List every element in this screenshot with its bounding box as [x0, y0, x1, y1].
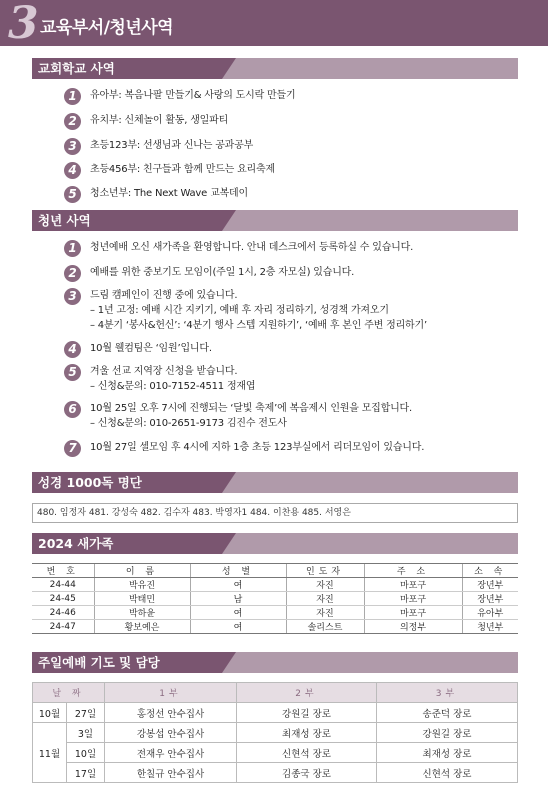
number-badge: 4 — [64, 341, 81, 358]
table-row — [33, 723, 518, 743]
service-1-cell: 홍정선 안수집사 — [105, 703, 237, 723]
service-3-cell: 신현석 장로 — [377, 763, 518, 783]
number-badge: 1 — [64, 88, 81, 105]
table-cell: 장년부 — [462, 592, 518, 606]
number-badge: 6 — [64, 401, 81, 418]
list-item — [64, 138, 253, 155]
table-cell: 황보예은 — [94, 620, 190, 634]
day-cell: 17일 — [67, 763, 105, 783]
list-item-sub: – 신청&문의: 010-7152-4511 정재엽 — [90, 381, 256, 392]
list-item — [64, 364, 255, 394]
section-number: 3 — [8, 0, 39, 49]
service-1-cell: 강봉섭 안수집사 — [105, 723, 237, 743]
list-item-main: 드림 캠페인이 진행 중에 있습니다. — [90, 290, 238, 301]
table-cell: 24-47 — [32, 620, 94, 634]
column-header: 이 름 — [94, 564, 190, 578]
day-cell: 27일 — [67, 703, 105, 723]
service-2-cell: 신현석 장로 — [237, 743, 377, 763]
table-cell: 마포구 — [364, 578, 462, 592]
list-item-text — [90, 341, 212, 356]
column-header: 날 짜 — [33, 683, 105, 703]
column-header: 번 호 — [32, 564, 94, 578]
list-item — [64, 341, 212, 358]
section-title: 청년 사역 — [32, 210, 222, 231]
number-badge: 5 — [64, 364, 81, 381]
new-family-table — [32, 563, 518, 634]
list-item-main: 청년예배 오신 새가족을 환영합니다. 안내 데스크에서 등록하실 수 있습니다. — [90, 242, 414, 253]
service-1-cell: 전재우 안수집사 — [105, 743, 237, 763]
list-item-text: 청소년부: The Next Wave 교복데이 — [90, 188, 248, 199]
column-header: 소 속 — [462, 564, 518, 578]
list-item — [64, 88, 295, 105]
list-item-main: 예배를 위한 중보기도 모임이(주일 1시, 2층 자모실) 있습니다. — [90, 267, 355, 278]
column-header: 3부 — [377, 683, 518, 703]
list-item-text — [90, 364, 255, 394]
number-badge: 7 — [64, 440, 81, 457]
service-1-cell: 한칠규 안수집사 — [105, 763, 237, 783]
section-title: 성경 1000독 명단 — [32, 472, 222, 493]
table-cell: 24-45 — [32, 592, 94, 606]
table-cell: 남 — [190, 592, 286, 606]
number-badge: 4 — [64, 162, 81, 179]
table-cell: 여 — [190, 620, 286, 634]
service-2-cell: 최재성 장로 — [237, 723, 377, 743]
service-3-cell: 송준덕 장로 — [377, 703, 518, 723]
table-cell: 의정부 — [364, 620, 462, 634]
section-header-bible — [32, 472, 518, 493]
section-header-family — [32, 533, 518, 554]
section-title: 2024 새가족 — [32, 533, 222, 554]
section-header-school — [32, 58, 518, 79]
list-item — [64, 240, 413, 257]
table-cell: 자진 — [286, 592, 364, 606]
list-item-main: 10월 25일 오후 7시에 진행되는 ‘달빛 축제’에 복음제시 인원을 모집합니다. — [90, 403, 412, 414]
table-cell: 자진 — [286, 606, 364, 620]
table-row — [32, 592, 518, 606]
list-item-text — [90, 440, 424, 455]
table-cell: 여 — [190, 578, 286, 592]
number-badge: 5 — [64, 186, 81, 203]
service-3-cell: 최재성 장로 — [377, 743, 518, 763]
page-header — [0, 0, 548, 49]
table-row — [32, 620, 518, 634]
list-item-text: 초등123부: 선생님과 신나는 공과공부 — [90, 140, 254, 151]
table-cell: 자진 — [286, 578, 364, 592]
column-header: 주 소 — [364, 564, 462, 578]
column-header: 인도자 — [286, 564, 364, 578]
list-item — [64, 186, 248, 203]
day-cell: 3일 — [67, 723, 105, 743]
list-item — [64, 288, 427, 333]
day-cell: 10일 — [67, 743, 105, 763]
table-cell: 유아부 — [462, 606, 518, 620]
list-item-text: 초등456부: 친구들과 함께 만드는 요리축제 — [90, 164, 275, 175]
table-cell: 여 — [190, 606, 286, 620]
column-header: 1부 — [105, 683, 237, 703]
column-header: 성 별 — [190, 564, 286, 578]
list-item-text: 유아부: 복음나팔 만들기& 사랑의 도시락 만들기 — [90, 90, 296, 101]
number-badge: 3 — [64, 138, 81, 155]
service-2-cell: 강원길 장로 — [237, 703, 377, 723]
section-title: 주일예배 기도 및 담당 — [32, 652, 222, 673]
prayer-table — [32, 682, 518, 783]
table-cell: 마포구 — [364, 592, 462, 606]
table-cell: 마포구 — [364, 606, 462, 620]
table-cell: 24-44 — [32, 578, 94, 592]
list-item-sub: – 4분기 ‘봉사&헌신’: ‘4분기 행사 스텝 지원하기’, ‘예배 후 본인 주변 정리하기’ — [90, 320, 427, 331]
month-cell: 10월 — [33, 703, 67, 723]
list-item — [64, 401, 412, 431]
number-badge: 2 — [64, 113, 81, 130]
table-cell: 박태민 — [94, 592, 190, 606]
list-item-sub: – 1년 고정: 예배 시간 지키기, 예배 후 자리 정리하기, 성경책 가져오기 — [90, 305, 389, 316]
list-item — [64, 162, 275, 179]
table-cell: 24-46 — [32, 606, 94, 620]
table-cell: 박유진 — [94, 578, 190, 592]
list-item-main: 겨울 선교 지역장 신청을 받습니다. — [90, 366, 238, 377]
table-cell: 장년부 — [462, 578, 518, 592]
list-item-text — [90, 240, 413, 255]
list-item — [64, 440, 424, 457]
section-header-prayer — [32, 652, 518, 673]
table-row — [33, 743, 518, 763]
column-header: 2부 — [237, 683, 377, 703]
table-row — [33, 703, 518, 723]
month-cell: 11월 — [33, 723, 67, 783]
list-item — [64, 265, 354, 282]
section-title: 교회학교 사역 — [32, 58, 222, 79]
table-row — [32, 578, 518, 592]
list-item-sub: – 신청&문의: 010-2651-9173 김진수 전도사 — [90, 418, 287, 429]
number-badge: 2 — [64, 265, 81, 282]
number-badge: 3 — [64, 288, 81, 305]
bible-names: 480. 임정자 481. 강성숙 482. 김수자 483. 박영자1 484. 이찬용 485. 서영은 — [32, 503, 518, 523]
service-2-cell: 김종국 장로 — [237, 763, 377, 783]
list-item-text — [90, 265, 354, 280]
list-item — [64, 113, 228, 130]
service-3-cell: 강원길 장로 — [377, 723, 518, 743]
section-header-youth — [32, 210, 518, 231]
table-row — [33, 763, 518, 783]
list-item-main: 10월 27일 셀모임 후 4시에 지하 1층 초등 123부실에서 리더모임이 있습니다. — [90, 442, 425, 453]
list-item-text: 유치부: 신체놀이 활동, 생일파티 — [90, 115, 229, 126]
page-title: 교육부서/청년사역 — [40, 18, 174, 38]
list-item-text — [90, 401, 412, 431]
table-row — [32, 606, 518, 620]
list-item-main: 10월 웰컴팀은 ‘임원’입니다. — [90, 343, 212, 354]
table-cell: 솔리스트 — [286, 620, 364, 634]
list-item-text — [90, 288, 427, 333]
table-cell: 청년부 — [462, 620, 518, 634]
table-cell: 박하윤 — [94, 606, 190, 620]
number-badge: 1 — [64, 240, 81, 257]
